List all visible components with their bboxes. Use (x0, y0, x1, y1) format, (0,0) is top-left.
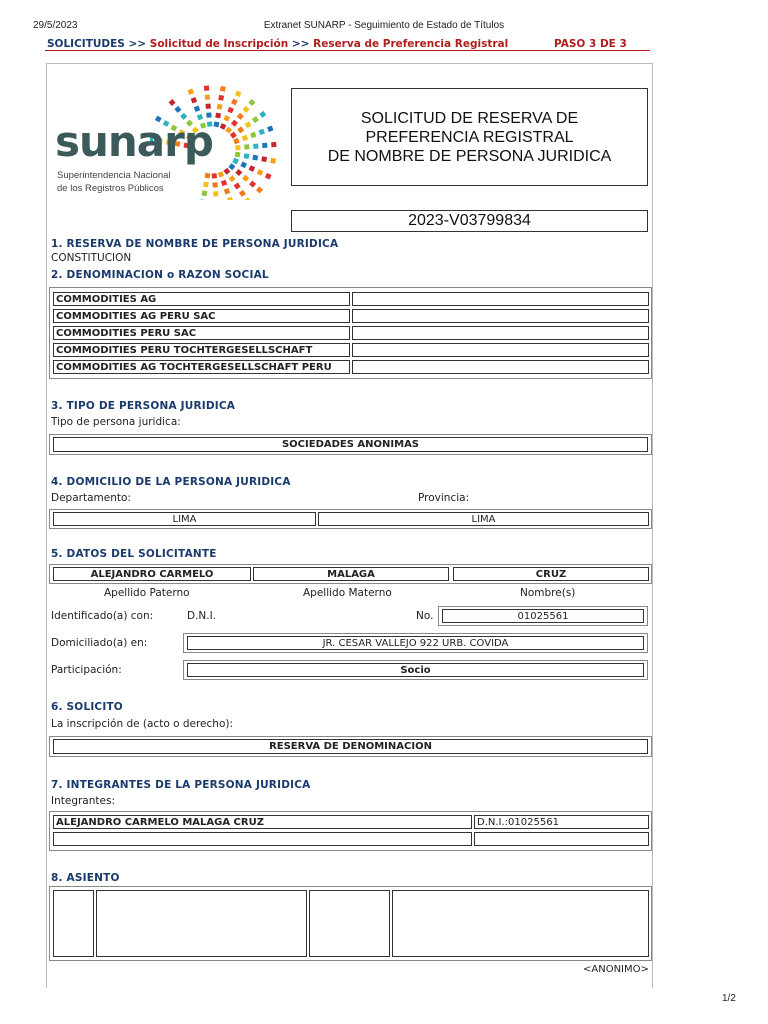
sunburst-dot (231, 99, 238, 106)
form-title-line-3: DE NOMBRE DE PERSONA JURIDICA (327, 148, 612, 165)
apellido-materno-label: Apellido Materno (303, 587, 392, 599)
asiento-cell-2 (96, 890, 307, 957)
tipo-persona-box (49, 434, 652, 455)
sunburst-dot (188, 88, 194, 94)
sunburst-dot (169, 99, 176, 106)
sunburst-dot (230, 132, 237, 139)
sunburst-dot (205, 103, 210, 108)
solicito-value: RESERVA DE DENOMINACION (53, 739, 648, 754)
sunburst-dot (244, 153, 250, 159)
apellido-paterno-label: Apellido Paterno (104, 587, 190, 599)
denominacion-name-2: COMMODITIES AG PERU SAC (53, 309, 350, 323)
solicitante-names-box (49, 564, 652, 584)
integrantes-label: Integrantes: (51, 795, 115, 807)
form-frame-top (46, 63, 653, 64)
sunburst-dot (237, 113, 244, 120)
participacion-value: Socio (187, 663, 644, 677)
sunburst-dot (221, 180, 227, 186)
sunburst-dot (194, 105, 200, 111)
sunburst-dot (235, 145, 240, 150)
sunburst-dot (227, 107, 234, 114)
breadcrumb-separator: >> (128, 38, 147, 50)
denominacion-extra-1 (352, 292, 649, 306)
tipo-persona-value: SOCIEDADES ANONIMAS (53, 437, 648, 452)
sunburst-dot (240, 161, 247, 168)
domiciliado-label: Domiciliado(a) en: (51, 637, 148, 649)
breadcrumb-solicitudes[interactable]: SOLICITUDES (47, 38, 125, 50)
form-frame-right (652, 63, 653, 988)
solicito-label: La inscripción de (acto o derecho): (51, 718, 234, 730)
sunburst-dot (214, 122, 220, 128)
sunburst-dot (191, 97, 197, 103)
sunburst-dot (259, 129, 265, 135)
sunburst-dot (234, 183, 241, 190)
sunburst-dot (218, 171, 224, 177)
denominacion-table (49, 287, 652, 379)
denominacion-name-4: COMMODITIES PERU TOCHTERGESELLSCHAFT (53, 343, 350, 357)
sunburst-dot (245, 121, 252, 128)
section-2-heading: 2. DENOMINACION o RAZON SOCIAL (51, 269, 269, 281)
sunburst-dot (225, 127, 232, 134)
sunburst-dot (244, 144, 249, 149)
participacion-box (183, 660, 648, 680)
sunburst-dot (213, 191, 218, 196)
provincia-value: LIMA (318, 512, 649, 526)
sunburst-dot (200, 199, 206, 200)
tipo-persona-label: Tipo de persona juridica: (51, 416, 181, 428)
denominacion-name-5: COMMODITIES AG TOCHTERGESELLSCHAFT PERU (53, 360, 350, 374)
solicitante-nombres: ALEJANDRO CARMELO (53, 567, 251, 581)
sunburst-dot (215, 113, 221, 119)
sunburst-dot (231, 120, 238, 127)
logo-wordmark: sunarp (55, 117, 213, 166)
domiciliado-box (183, 633, 648, 653)
breadcrumb-separator: >> (291, 38, 310, 50)
sunburst-dot (212, 182, 217, 187)
sunburst-dot (271, 142, 276, 147)
denominacion-name-1: COMMODITIES AG (53, 292, 350, 306)
sunburst-dot (174, 106, 181, 113)
sunburst-dot (204, 85, 209, 90)
form-title-box (291, 88, 648, 186)
request-number: 2023-V03799834 (291, 210, 648, 232)
asiento-table (49, 886, 652, 961)
domicilio-box (49, 509, 652, 529)
sunburst-dot (256, 186, 263, 193)
sunburst-dot (249, 165, 256, 172)
denominacion-name-3: COMMODITIES PERU SAC (53, 326, 350, 340)
integrante-name: ALEJANDRO CARMELO MALAGA CRUZ (53, 815, 472, 829)
asiento-cell-3 (309, 890, 390, 957)
integrante-id: D.N.I.:01025561 (474, 815, 649, 829)
denominacion-extra-3 (352, 326, 649, 340)
sunburst-dot (235, 152, 241, 158)
step-indicator: PASO 3 DE 3 (554, 38, 627, 50)
sunburst-dot (212, 173, 217, 178)
logo-subtitle-2: de los Registros Públicos (57, 183, 164, 194)
sunburst-dot (220, 123, 227, 130)
sunburst-dot (229, 175, 236, 182)
breadcrumb-reserva: Reserva de Preferencia Registral (313, 38, 509, 50)
sunburst-dot (253, 143, 258, 148)
integrantes-table (49, 811, 652, 851)
sunburst-dot (239, 190, 246, 197)
logo-subtitle-1: Superintendencia Nacional (57, 170, 171, 181)
breadcrumb (47, 38, 508, 50)
solicito-box (49, 736, 652, 757)
id-number-value: 01025561 (442, 609, 644, 623)
sunburst-dot (259, 111, 266, 118)
sunburst-dot (205, 94, 210, 99)
sunburst-dot (243, 106, 250, 113)
sunburst-dot (267, 126, 273, 132)
nombres-label: Nombre(s) (520, 587, 576, 599)
sunburst-dot (262, 143, 267, 148)
domiciliado-value: JR. CESAR VALLEJO 922 URB. COVIDA (187, 636, 644, 650)
form-frame-left (46, 63, 47, 988)
sunburst-dot (228, 163, 235, 170)
integrante-empty-id (474, 832, 649, 846)
sunburst-dot (250, 132, 256, 138)
reserva-type-value: CONSTITUCION (51, 252, 132, 264)
sunburst-dot (249, 181, 256, 188)
denominacion-extra-2 (352, 309, 649, 323)
departamento-label: Departamento: (51, 492, 131, 504)
sunburst-dot (202, 190, 208, 196)
page-number: 1/2 (722, 993, 736, 1004)
sunburst-dot (237, 126, 244, 133)
form-title-line-1: SOLICITUD DE RESERVA DE (360, 110, 579, 127)
solicitante-apellido-materno: CRUZ (453, 567, 649, 581)
denominacion-extra-5 (352, 360, 649, 374)
sunburst-dot (252, 155, 258, 161)
sunburst-dot (203, 182, 209, 188)
sunburst-dot (223, 115, 230, 122)
id-number-box (438, 606, 648, 626)
solicitante-apellido-paterno: MALAGA (253, 567, 449, 581)
print-title: Extranet SUNARP - Seguimiento de Estado de Títulos (263, 20, 505, 31)
sunburst-dot (270, 158, 276, 164)
print-date: 29/5/2023 (33, 20, 78, 31)
identificado-label: Identificado(a) con: (51, 610, 154, 622)
section-6-heading: 6. SOLICITO (51, 701, 123, 713)
breadcrumb-inscripcion[interactable]: Solicitud de Inscripción (149, 38, 289, 50)
sunburst-dot (242, 135, 248, 141)
sunburst-dot (223, 168, 230, 175)
denominacion-extra-4 (352, 343, 649, 357)
asiento-cell-1 (53, 890, 94, 957)
section-8-heading: 8. ASIENTO (51, 872, 120, 884)
sunburst-dot (252, 116, 259, 123)
sunburst-dot (242, 175, 249, 182)
sunburst-dot (233, 138, 239, 144)
id-number-label: No. (416, 610, 434, 622)
section-1-heading: 1. RESERVA DE NOMBRE DE PERSONA JURIDICA (51, 238, 339, 250)
provincia-label: Provincia: (418, 492, 470, 504)
section-7-heading: 7. INTEGRANTES DE LA PERSONA JURIDICA (51, 779, 311, 791)
sunburst-dot (235, 90, 242, 97)
breadcrumb-divider (45, 50, 650, 51)
sunburst-dot (218, 95, 224, 101)
sunburst-dot (261, 156, 267, 162)
sunburst-dot (244, 197, 251, 200)
id-type-value: D.N.I. (187, 610, 217, 622)
sunburst-dot (257, 169, 264, 176)
sunburst-dot (205, 173, 211, 179)
sunburst-dot (217, 104, 223, 110)
anonimo-label: <ANONIMO> (583, 964, 649, 975)
sunburst-dot (248, 99, 255, 106)
sunburst-dot (227, 197, 233, 200)
departamento-value: LIMA (53, 512, 316, 526)
sunburst-dot (265, 173, 272, 180)
integrante-empty-name (53, 832, 472, 846)
section-3-heading: 3. TIPO DE PERSONA JURIDICA (51, 400, 236, 412)
section-4-heading: 4. DOMICILIO DE LA PERSONA JURIDICA (51, 476, 291, 488)
form-title-line-2: PREFERENCIA REGISTRAL (365, 129, 574, 146)
sunburst-dot (224, 188, 230, 194)
participacion-label: Participación: (51, 664, 122, 676)
sunburst-dot (235, 169, 242, 176)
sunburst-dot (232, 158, 239, 165)
asiento-cell-4 (392, 890, 649, 957)
sunburst-dot (220, 86, 226, 92)
section-5-heading: 5. DATOS DEL SOLICITANTE (51, 548, 217, 560)
